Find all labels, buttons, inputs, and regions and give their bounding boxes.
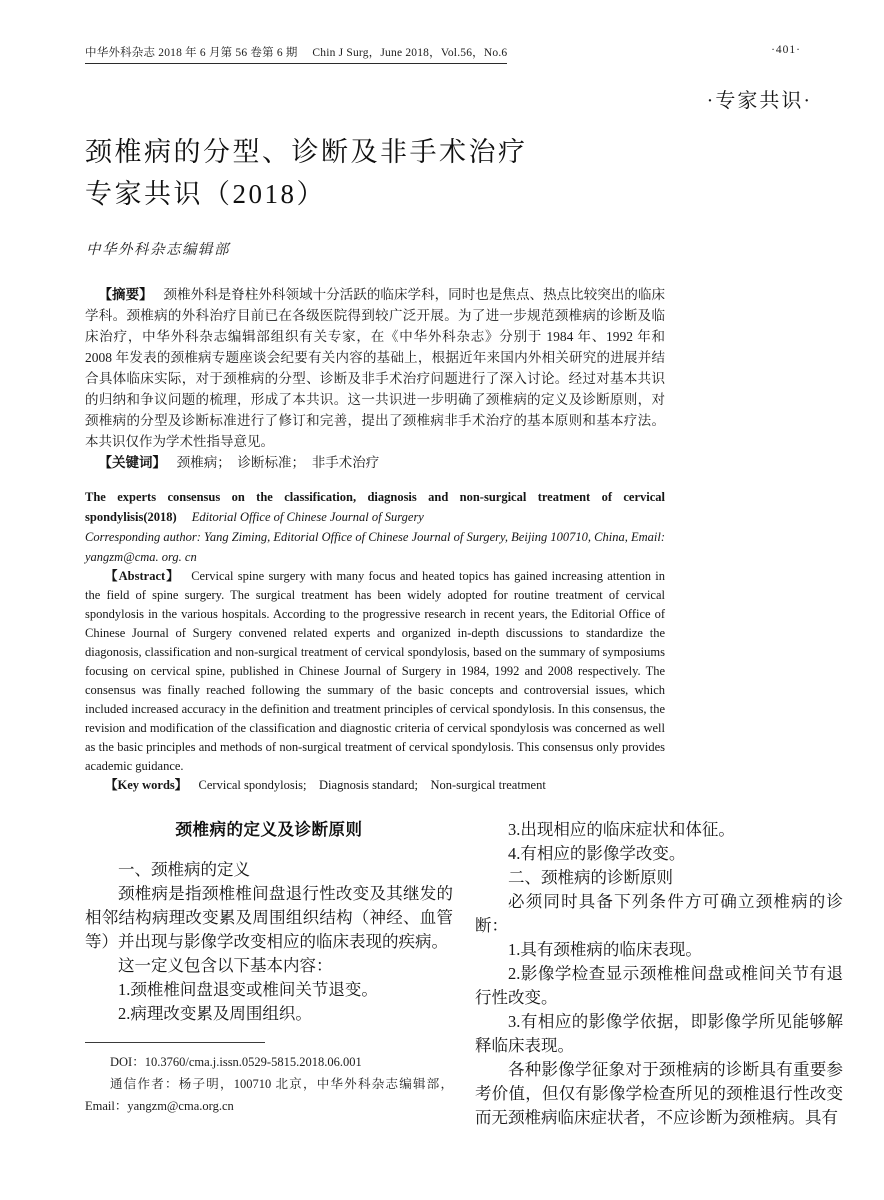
- body-paragraph: 一、颈椎病的定义: [118, 860, 250, 879]
- body-paragraph: 2.病理改变累及周围组织。: [118, 1004, 312, 1023]
- english-title-line: [85, 487, 665, 527]
- journal-issue-line: 中华外科杂志 2018 年 6 月第 56 卷第 6 期 Chin J Surg，June 2018，Vol.56，No.6: [85, 44, 507, 64]
- chinese-abstract: [85, 284, 665, 473]
- corresponding-author-line: Corresponding author: Yang Ziming, Editorial Office of Chinese Journal of Surgery, Beijing 100710, China, Email: yangzm@cma. org. cn: [85, 530, 665, 564]
- chinese-keywords: 颈椎病； 诊断标准； 非手术治疗: [176, 455, 380, 470]
- footnote-divider: [85, 1042, 265, 1043]
- footnote-block: [85, 1042, 453, 1117]
- article-title: [85, 131, 528, 215]
- article-title-line-1: 颈椎病的分型、诊断及非手术治疗: [85, 137, 528, 167]
- body-paragraph: 各种影像学征象对于颈椎病的诊断具有重要参考价值，但仅有影像学检查所见的颈椎退行性改变而无颈椎病临床症状者，不应诊断为颈椎病。具有: [475, 1060, 843, 1127]
- body-paragraph: 颈椎病是指颈椎椎间盘退行性改变及其继发的相邻结构病理改变累及周围组织结构（神经、血管等）并出现与影像学改变相应的临床表现的疾病。: [85, 884, 453, 951]
- page-number: ·401·: [771, 44, 801, 56]
- abstract-label-cn: 【摘要】: [98, 287, 153, 302]
- body-paragraph: 这一定义包含以下基本内容：: [118, 956, 333, 975]
- english-abstract-text: Cervical spine surgery with many focus and heated topics has gained increasing attention in the field of spine surgery. The surgical treatment has been widely adopted for routine treatment of cervical spondylosis in the various hospitals. According to the progressive research in recent years, the Editorial Office of Chinese Journal of Surgery convened related experts and organized in-depth discussions to standardize the diagonosis, classification and non-surgical treatment of cervical spondylosis, based on the summary of symposiums focusing on cervical spine, published in Chinese Journal of Surgery in 1984, 1992 and 2008 respectively. The consensus was finally reached following the summary of the basic concepts and controversial issues, which included increased accuracy in the definition and treatment principles of cervical spondylosis. In this consensus, the revision and modification of the classification and diagnostic criteria of cervical spondylosis was concerned as well as the basic principles and methods of non-surgical treatment of cervical spondylosis. This consensus only provides academic guidance.: [85, 569, 666, 773]
- column-category-label: ·专家共识·: [706, 90, 812, 112]
- english-front-matter: [85, 487, 665, 795]
- doi-line: DOI：10.3760/cma.j.issn.0529-5815.2018.06.001: [110, 1055, 362, 1069]
- english-keywords-line: [85, 776, 665, 795]
- english-title-author: Editorial Office of Chinese Journal of Surgery: [191, 510, 424, 524]
- right-column: [475, 818, 843, 1130]
- chinese-abstract-paragraph: [85, 284, 665, 452]
- article-title-line-2: 专家共识（2018）: [85, 179, 326, 209]
- keywords-label-en: 【Key words】: [105, 778, 188, 792]
- chinese-keywords-line: [85, 452, 665, 473]
- english-abstract-paragraph: [85, 567, 665, 776]
- english-title: The experts consensus on the classification, diagnosis and non-surgical treatment of cervical spondylisis(2018): [85, 490, 665, 524]
- body-paragraph: 1.颈椎椎间盘退变或椎间关节退变。: [118, 980, 378, 999]
- body-paragraph: 3.有相应的影像学依据，即影像学所见能够解释临床表现。: [475, 1012, 843, 1055]
- section-heading: 颈椎病的定义及诊断原则: [175, 821, 363, 839]
- abstract-label-en: 【Abstract】: [105, 569, 180, 583]
- keywords-label-cn: 【关键词】: [98, 455, 166, 470]
- running-head: [85, 44, 801, 64]
- body-paragraph: 3.出现相应的临床症状和体征。: [508, 820, 735, 839]
- chinese-abstract-text: 颈椎外科是脊柱外科领域十分活跃的临床学科，同时也是焦点、热点比较突出的临床学科。颈椎病的外科治疗目前已在各级医院得到较广泛开展。为了进一步规范颈椎病的诊断及临床治疗，中华外科杂志编辑部组织有关专家，在《中华外科杂志》分别于 1984 年、1992 年和 2008 年发表的颈椎病专题座谈会纪要有关内容的基础上，根据近年来国内外相关研究的进展并结合具体临床实际，对于颈椎病的分型、诊断及非手术治疗问题进行了深入讨论。经过对基本共识的归纳和争议问题的梳理，形成了本共识。这一共识进一步明确了颈椎病的定义及诊断原则，对颈椎病的分型及诊断标准进行了修订和完善，提出了颈椎病非手术治疗的基本原则和基本疗法。本共识仅作为学术性指导意见。: [85, 287, 666, 449]
- body-paragraph: 2.影像学检查显示颈椎椎间盘或椎间关节有退行性改变。: [475, 964, 843, 1007]
- body-paragraph: 4.有相应的影像学改变。: [508, 844, 686, 863]
- body-paragraph: 1.具有颈椎病的临床表现。: [508, 940, 702, 959]
- author-byline: 中华外科杂志编辑部: [86, 242, 230, 258]
- front-matter: [85, 284, 665, 795]
- english-keywords: Cervical spondylosis; Diagnosis standard; Non-surgical treatment: [198, 778, 546, 792]
- correspondence-note: 通信作者：杨子明，100710 北京，中华外科杂志编辑部，Email：yangzm@cma.org.cn: [85, 1077, 453, 1113]
- body-paragraph: 二、颈椎病的诊断原则: [508, 868, 673, 887]
- body-paragraph: 必须同时具备下列条件方可确立颈椎病的诊断：: [475, 892, 843, 935]
